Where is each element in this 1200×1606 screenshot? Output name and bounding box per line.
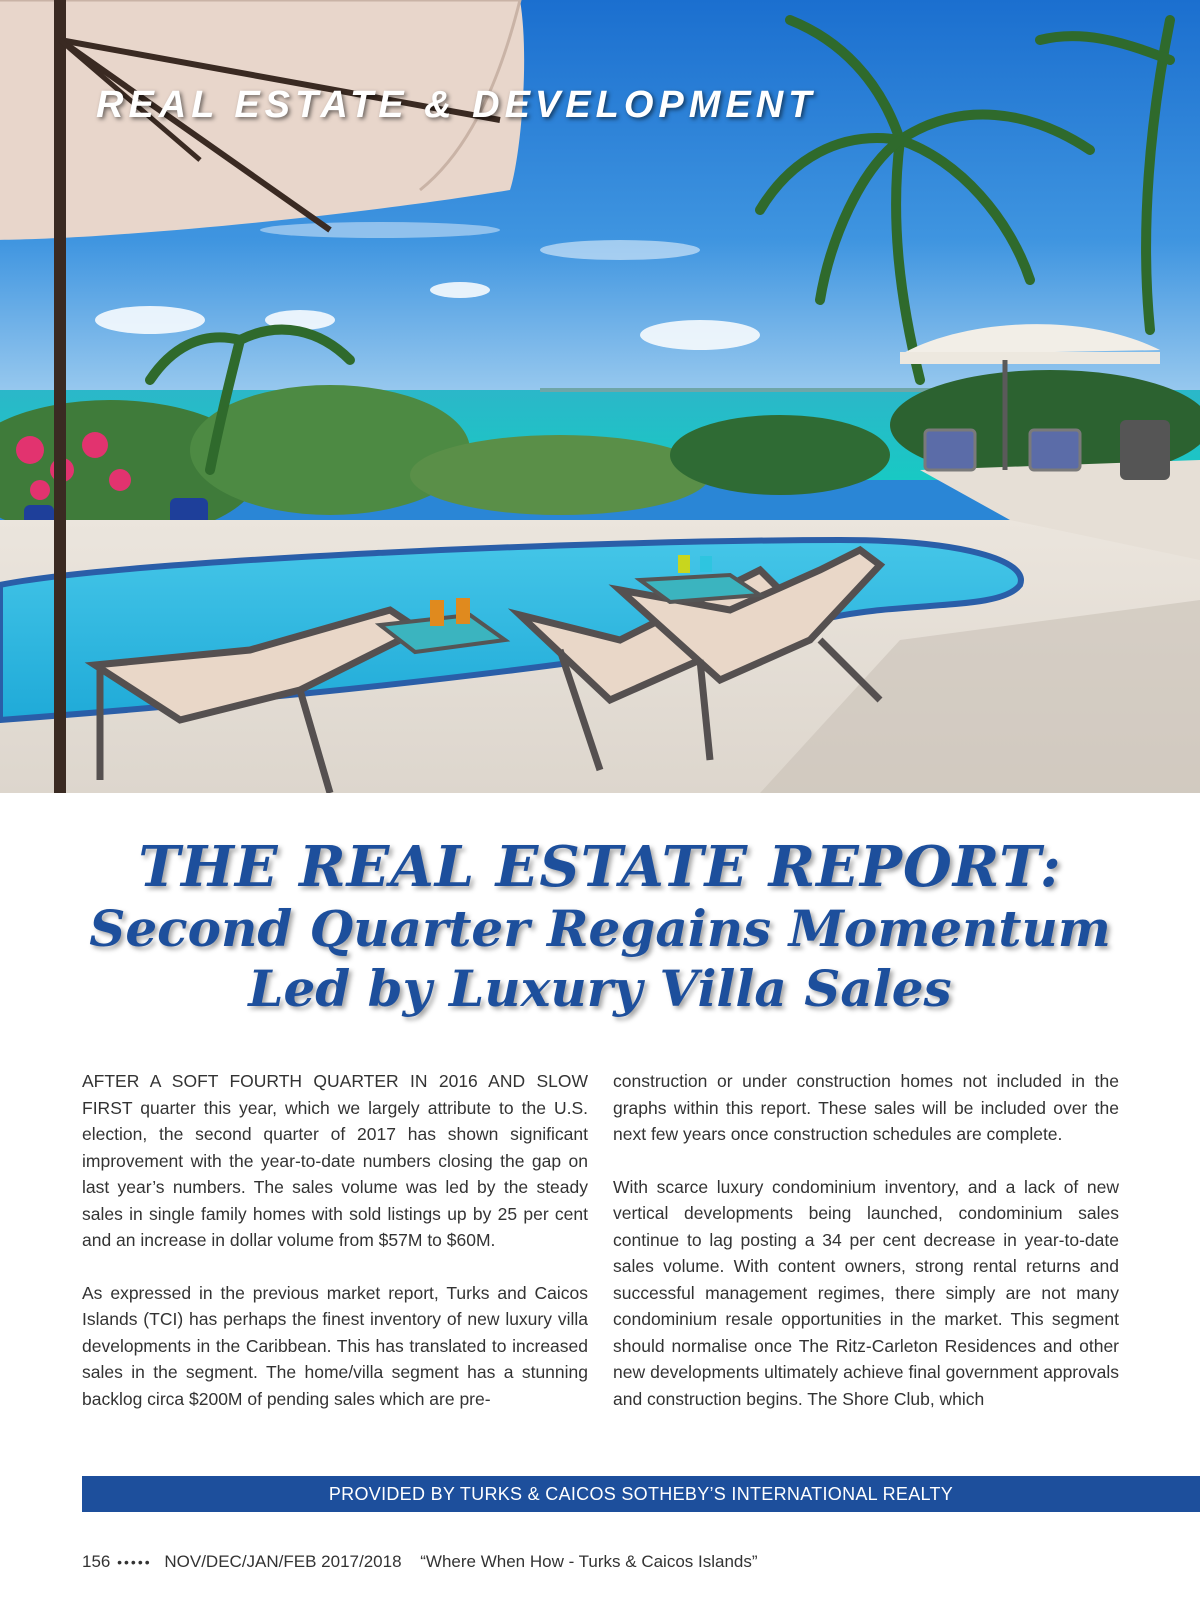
headline-line-2: Second Quarter Regains Momentum: [89, 899, 1111, 958]
article-column-left: [82, 1068, 588, 1438]
sponsor-banner: [82, 1476, 1200, 1512]
headline-line-1: THE REAL ESTATE REPORT:: [138, 834, 1062, 900]
article-paragraph: construction or under construction homes not included in the graphs within this report. These sales will be included over the next few years once construction schedules are complete.: [613, 1071, 1119, 1144]
sponsor-banner-text: PROVIDED BY TURKS & CAICOS SOTHEBY’S INTERNATIONAL REALTY: [328, 1483, 954, 1504]
article-headline: [60, 835, 1140, 1019]
separator-dots: •••••: [117, 1554, 152, 1570]
headline-line-3: Led by Luxury Villa Sales: [248, 959, 952, 1018]
article-column-right: [613, 1068, 1119, 1438]
page-number: 156: [82, 1552, 111, 1571]
hero-photo: [0, 0, 1200, 793]
article-paragraph: As expressed in the previous market report, Turks and Caicos Islands (TCI) has perhaps the finest inventory of new luxury villa developments in the Caribbean. This has translated to increased sales in the segment. The home/villa segment has a stunning backlog circa $200M of pending sales which are pre-: [82, 1282, 588, 1409]
publication-name: “Where When How - Turks & Caicos Islands”: [420, 1552, 758, 1571]
issue-date: NOV/DEC/JAN/FEB 2017/2018: [164, 1552, 402, 1571]
page-footer: [82, 1552, 758, 1572]
section-title: REAL ESTATE & DEVELOPMENT: [96, 84, 817, 126]
article-paragraph: With scarce luxury condominium inventory, and a lack of new vertical developments being launched, condominium sales continue to lag posting a 34 per cent decrease in year-to-date sales volume. With content owners, strong rental returns and successful management regimes, there simply are not many condominium resale opportunities in the market. This segment should normalise once The Ritz-Carleton Residences and other new developments ultimately achieve final government approvals and construction begins. The Shore Club, which: [613, 1176, 1119, 1409]
article-paragraph: AFTER A SOFT FOURTH QUARTER IN 2016 AND SLOW FIRST quarter this year, which we largely attribute to the U.S. election, the second quarter of 2017 has shown significant improvement with the year-to-date numbers closing the gap on last year’s numbers. The sales volume was led by the steady sales in single family homes with sold listings up by 25 per cent and an increase in dollar volume from $57M to $60M.: [82, 1071, 588, 1250]
